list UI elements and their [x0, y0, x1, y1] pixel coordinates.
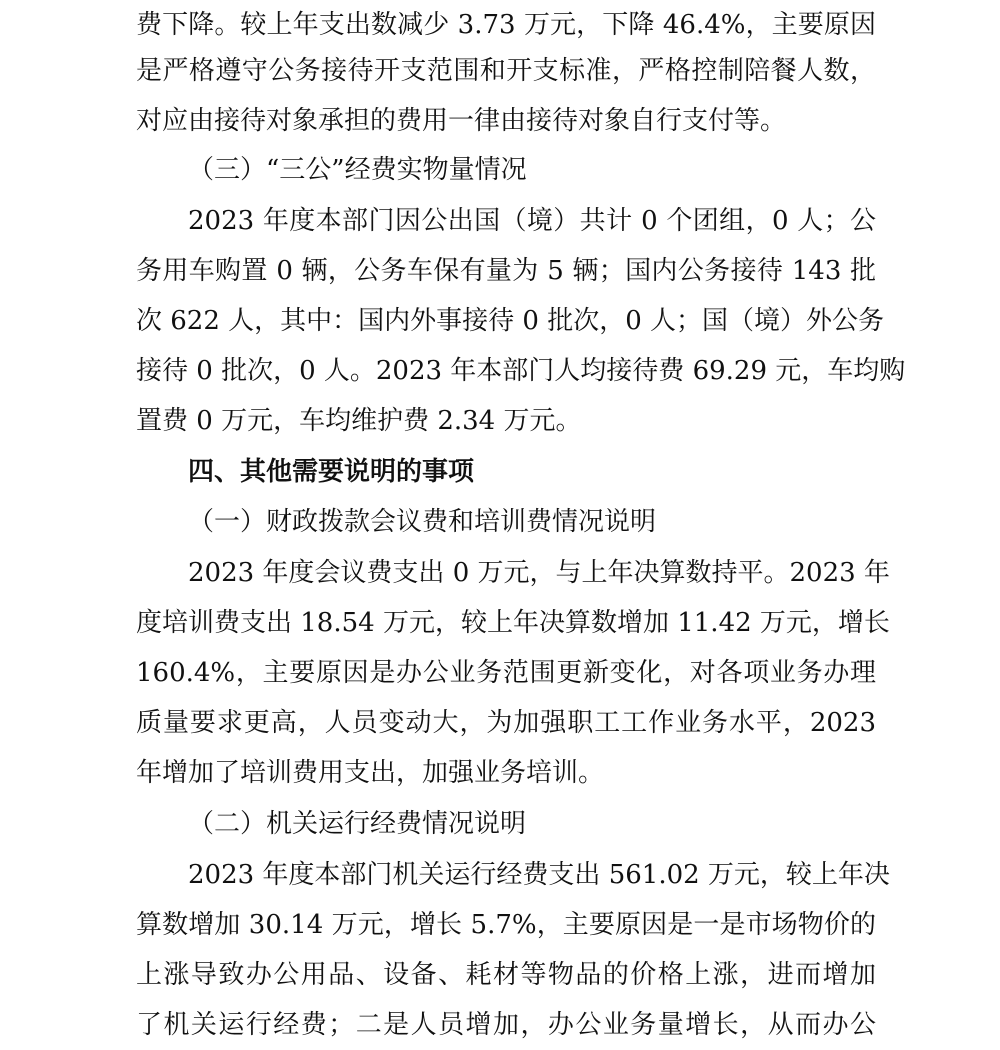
subsection-heading: （三）“三公”经费实物量情况	[188, 155, 527, 185]
paragraph-line: 算数增加 30.14 万元，增长 5.7%，主要原因是一是市场物价的	[136, 910, 876, 940]
paragraph-line: 置费 0 万元，车均维护费 2.34 万元。	[136, 406, 582, 436]
paragraph-line: 对应由接待对象承担的费用一律由接待对象自行支付等。	[136, 106, 787, 136]
paragraph-line: 上涨导致办公用品、设备、耗材等物品的价格上涨，进而增加	[136, 960, 876, 990]
subsection-heading: （一）财政拨款会议费和培训费情况说明	[188, 507, 657, 537]
subsection-heading: （二）机关运行经费情况说明	[188, 809, 527, 839]
paragraph-line: 2023 年度本部门因公出国（境）共计 0 个团组，0 人；公	[188, 206, 876, 236]
section-heading: 四、其他需要说明的事项	[188, 457, 475, 487]
paragraph-line: 务用车购置 0 辆，公务车保有量为 5 辆；国内公务接待 143 批	[136, 256, 876, 286]
paragraph-line: 是严格遵守公务接待开支范围和开支标准，严格控制陪餐人数，	[136, 56, 876, 86]
paragraph-line: 2023 年度会议费支出 0 万元，与上年决算数持平。2023 年	[188, 558, 890, 588]
paragraph-line: 次 622 人，其中：国内外事接待 0 批次，0 人；国（境）外公务	[136, 306, 885, 336]
paragraph-line: 年增加了培训费用支出，加强业务培训。	[136, 758, 605, 788]
paragraph-line: 接待 0 批次，0 人。2023 年本部门人均接待费 69.29 元，车均购	[136, 356, 906, 386]
paragraph-line: 费下降。较上年支出数减少 3.73 万元，下降 46.4%，主要原因	[136, 10, 876, 40]
paragraph-line: 度培训费支出 18.54 万元，较上年决算数增加 11.42 万元，增长	[136, 608, 890, 638]
paragraph-line: 质量要求更高，人员变动大，为加强职工工作业务水平，2023	[136, 708, 876, 738]
paragraph-line: 了机关运行经费；二是人员增加，办公业务量增长，从而办公	[136, 1010, 876, 1040]
paragraph-line: 160.4%，主要原因是办公业务范围更新变化，对各项业务办理	[136, 658, 876, 688]
paragraph-line: 2023 年度本部门机关运行经费支出 561.02 万元，较上年决	[188, 860, 890, 890]
